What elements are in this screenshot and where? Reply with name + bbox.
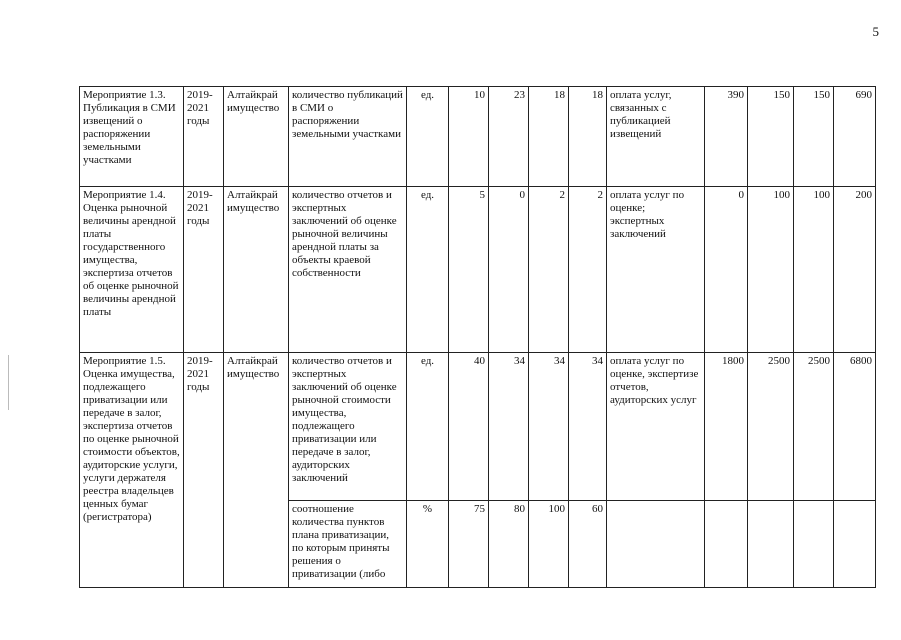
- cost-cell: [748, 501, 794, 588]
- cost-cell: 690: [834, 87, 876, 187]
- unit-cell: ед.: [407, 353, 449, 501]
- executor-cell: Алтайкрай имущество: [224, 187, 289, 353]
- value-cell: 75: [449, 501, 489, 588]
- indicator-cell: количество публикаций в СМИ о распоряжении земельными участками: [289, 87, 407, 187]
- cost-cell: 2500: [794, 353, 834, 501]
- expense-cell: оплата услуг по оценке; экспертных заключений: [607, 187, 705, 353]
- value-cell: 23: [489, 87, 529, 187]
- cost-cell: 6800: [834, 353, 876, 501]
- expense-cell: оплата услуг по оценке, экспертизе отчетов, аудиторских услуг: [607, 353, 705, 501]
- period-cell: 2019-2021 годы: [184, 87, 224, 187]
- cost-cell: [834, 501, 876, 588]
- value-cell: 34: [489, 353, 529, 501]
- expense-cell: оплата услуг, связанных с публикацией извещений: [607, 87, 705, 187]
- unit-cell: ед.: [407, 87, 449, 187]
- cost-cell: [705, 501, 748, 588]
- program-table: [79, 86, 876, 588]
- cost-cell: [794, 501, 834, 588]
- table-row: [80, 353, 876, 501]
- expense-cell: [607, 501, 705, 588]
- table-row: [80, 87, 876, 187]
- value-cell: 34: [569, 353, 607, 501]
- cost-cell: 1800: [705, 353, 748, 501]
- value-cell: 34: [529, 353, 569, 501]
- value-cell: 18: [569, 87, 607, 187]
- event-cell: Мероприятие 1.4. Оценка рыночной величины арендной платы государственного имущества, экспертиза отчетов об оценке рыночной величины арендной платы: [80, 187, 184, 353]
- executor-cell: Алтайкрай имущество: [224, 353, 289, 588]
- scan-mark: [8, 355, 9, 410]
- cost-cell: 100: [748, 187, 794, 353]
- page-number: 5: [872, 24, 879, 39]
- value-cell: 60: [569, 501, 607, 588]
- cost-cell: 0: [705, 187, 748, 353]
- indicator-cell: количество отчетов и экспертных заключений об оценке рыночной стоимости имущества, подлежащего приватизации или передаче в залог, аудиторских заключений: [289, 353, 407, 501]
- indicator-cell: [289, 501, 407, 588]
- cost-cell: 2500: [748, 353, 794, 501]
- cost-cell: 100: [794, 187, 834, 353]
- value-cell: 2: [529, 187, 569, 353]
- value-cell: 0: [489, 187, 529, 353]
- value-cell: 5: [449, 187, 489, 353]
- value-cell: 2: [569, 187, 607, 353]
- indicator-cell: количество отчетов и экспертных заключений об оценке рыночной величины арендной платы за объекты краевой собственности: [289, 187, 407, 353]
- event-cell: Мероприятие 1.3. Публикация в СМИ извещений о распоряжении земельными участками: [80, 87, 184, 187]
- unit-cell: %: [407, 501, 449, 588]
- value-cell: 100: [529, 501, 569, 588]
- period-cell: 2019-2021 годы: [184, 353, 224, 588]
- cost-cell: 150: [794, 87, 834, 187]
- table-row: [80, 187, 876, 353]
- value-cell: 40: [449, 353, 489, 501]
- indicator-text: соотношение количества пунктов плана приватизации, по которым приняты решения о приватизации (либо: [292, 503, 390, 580]
- period-cell: 2019-2021 годы: [184, 187, 224, 353]
- cost-cell: 150: [748, 87, 794, 187]
- value-cell: 10: [449, 87, 489, 187]
- executor-cell: Алтайкрай имущество: [224, 87, 289, 187]
- event-cell: Мероприятие 1.5. Оценка имущества, подлежащего приватизации или передаче в залог, экспертиза отчетов по оценке рыночной стоимости объектов, аудиторские услуги, услуги держателя реестра владельцев ценных бумаг (регистратора): [80, 353, 184, 588]
- cost-cell: 200: [834, 187, 876, 353]
- unit-cell: ед.: [407, 187, 449, 353]
- value-cell: 80: [489, 501, 529, 588]
- value-cell: 18: [529, 87, 569, 187]
- cost-cell: 390: [705, 87, 748, 187]
